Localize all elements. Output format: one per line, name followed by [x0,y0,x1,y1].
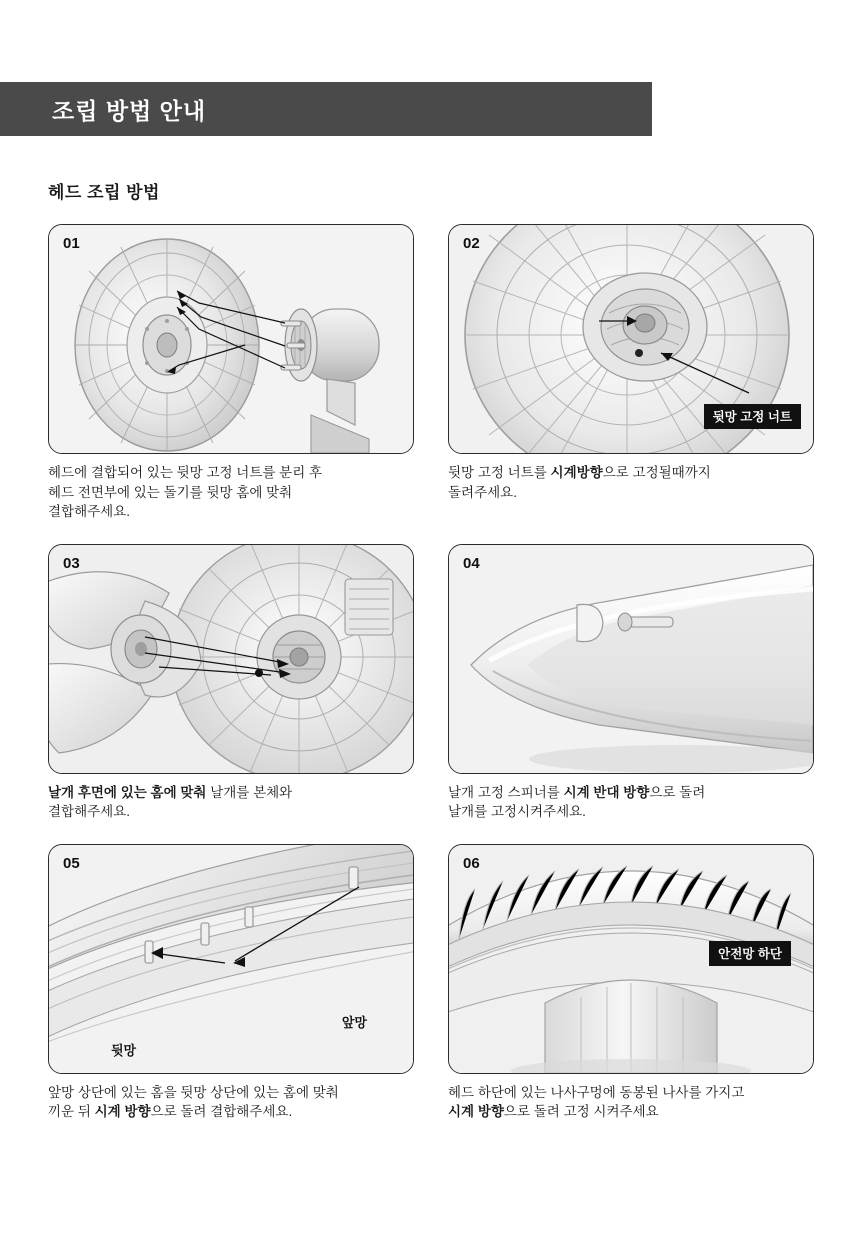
step-figure-05 [48,844,414,1074]
assembly-steps-grid [48,224,812,1122]
figure-label-rear-grille: 뒷망 [111,1042,137,1058]
step-caption: 뒷망 고정 너트를 시계방향으로 고정될때까지 돌려주세요. [448,465,711,500]
step-figure-01 [48,224,414,454]
spinner-fixing-illustration [449,545,813,773]
step-item [48,224,412,522]
step-caption: 앞망 상단에 있는 홈을 뒷망 상단에 있는 홈에 맞춰 끼운 뒤 시계 방향으로 돌려 결합해주세요. [48,1084,339,1120]
step-item [448,224,812,522]
step-number: 01 [63,235,80,252]
step-caption: 헤드 하단에 있는 나사구멍에 동봉된 나사를 가지고 시계 방향으로 돌려 고정 시켜주세요 [448,1084,745,1120]
step-number: 06 [463,854,480,872]
figure-label-chip: 뒷망 고정 너트 [704,404,801,429]
step-number: 05 [63,854,80,872]
step-item [48,544,412,822]
step-number: 02 [463,235,480,252]
page-header-bar [0,82,652,136]
step-caption: 날개 고정 스피너를 시계 반대 방향으로 돌려 날개를 고정시켜주세요. [448,784,706,820]
figure-label-chip: 안전망 하단 [709,941,791,966]
step-caption: 헤드에 결합되어 있는 뒷망 고정 너트를 분리 후 헤드 전면부에 있는 돌기를 뒷망 홈에 맞춰 결합해주세요. [48,465,323,520]
step-figure-04 [448,544,814,774]
front-rear-grille-groove-illustration [49,845,413,1073]
section-title: 헤드 조립 방법 [48,183,160,202]
step-number: 04 [463,554,480,572]
step-number: 03 [63,554,80,572]
step-figure-03 [48,544,414,774]
blade-alignment-illustration [49,545,413,773]
step-figure-02 [448,224,814,454]
step-item [448,544,812,822]
step-item [448,844,812,1122]
fan-head-exploded-illustration [49,225,413,453]
step-item [48,844,412,1122]
step-figure-06 [448,844,814,1074]
figure-label-front-grille: 앞망 [341,1014,367,1030]
page-title: 조립 방법 안내 [52,97,207,124]
step-caption: 날개 후면에 있는 홈에 맞춰 날개를 본체와 결합해주세요. [48,784,293,820]
